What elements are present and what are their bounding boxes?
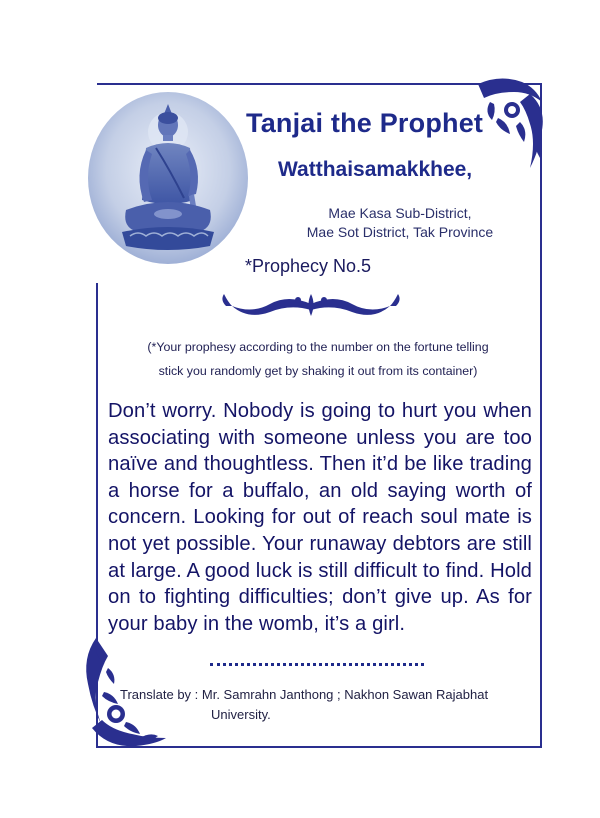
dotted-separator bbox=[210, 663, 424, 666]
note-line-1: (*Your prophesy according to the number on the fortune telling bbox=[147, 340, 489, 354]
prophecy-text: Don’t worry. Nobody is going to hurt you when associating with someone unless you are too naïve and thoughtless. Then it’d be like trading a horse for a buffalo, an old saying worth of concern. Looking for out of reach soul mate is not yet possible. Your runaway debtors are still at large. A good luck is still difficult to find. Hold on to fighting difficulties; don’t give up. As for your baby in the womb, it’s a girl. bbox=[108, 400, 532, 635]
temple-name: Watthaisamakkhee, bbox=[278, 158, 473, 181]
note-line-2: stick you randomly get by shaking it out from its container) bbox=[158, 364, 478, 378]
address-line-2: Mae Sot District, Tak Province bbox=[306, 224, 494, 240]
frame-right-border bbox=[540, 83, 542, 748]
buddha-image bbox=[86, 90, 251, 270]
prophecy-number: *Prophecy No.5 bbox=[245, 256, 372, 276]
address-line-1: Mae Kasa Sub-District, bbox=[328, 205, 472, 221]
translator-credit-line-1: Translate by : Mr. Samrahn Janthong ; Nakhon Sawan Rajabhat bbox=[120, 687, 489, 702]
translator-credit-line-2: University. bbox=[211, 707, 271, 722]
divider-ornament-icon bbox=[218, 290, 404, 322]
corner-ornament-icon bbox=[470, 72, 550, 182]
page-title: Tanjai the Prophet bbox=[246, 108, 484, 138]
